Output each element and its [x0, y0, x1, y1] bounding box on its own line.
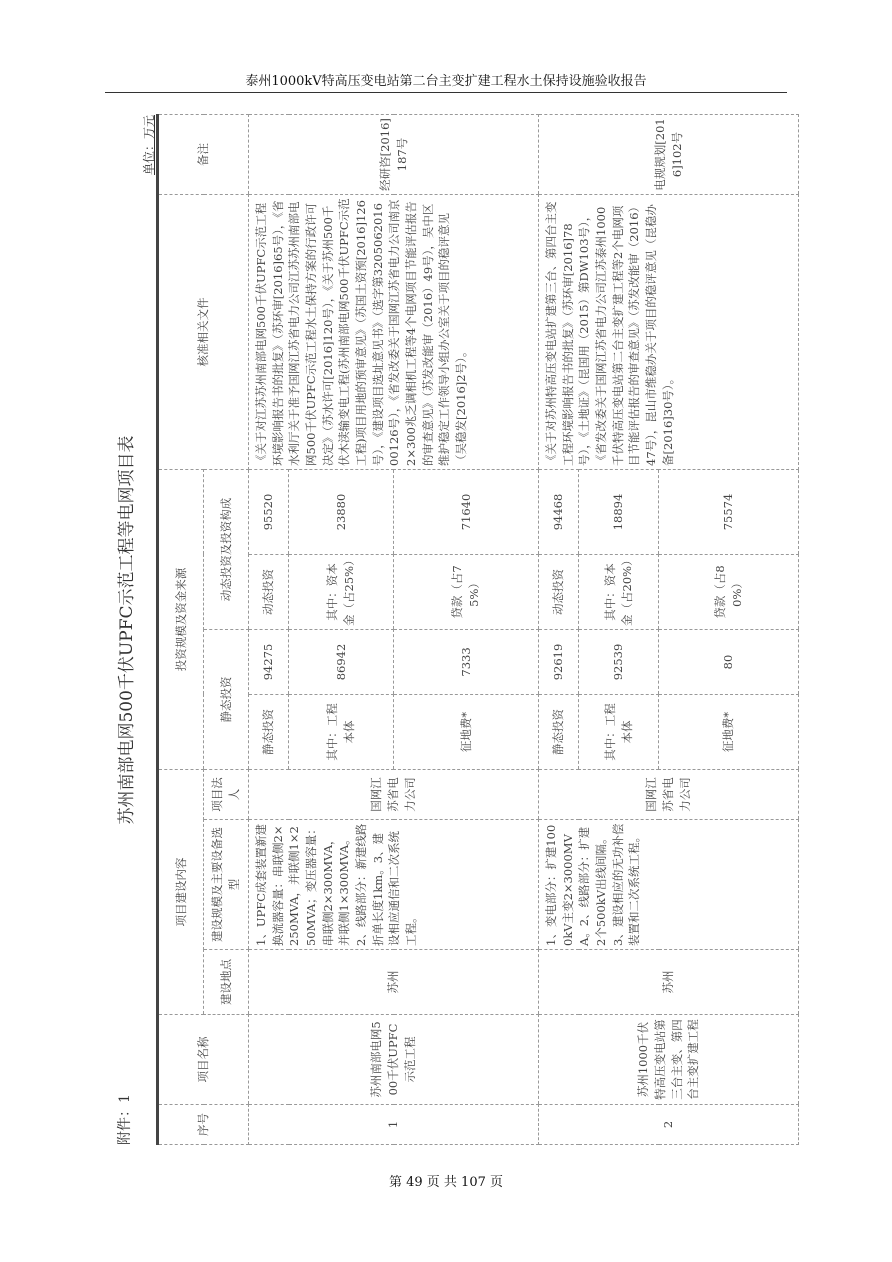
remark-cell: 电规规划[2016]102号: [539, 114, 799, 194]
loan-value: 75574: [659, 469, 799, 554]
unit-label: 单位：万元: [142, 115, 156, 176]
header-row: [158, 114, 204, 1144]
loan-value: 71640: [394, 469, 539, 554]
body-value: 92539: [579, 629, 659, 694]
capital-label: 其中：资本金（占20%）: [579, 554, 659, 629]
name-cell: 苏州南部电网500千伏UPFC示范工程: [249, 1015, 539, 1105]
land-value: 80: [659, 629, 799, 694]
land-label: 征地费*: [659, 694, 799, 769]
static-total: 92619: [539, 629, 579, 694]
header-dynamic: 动态投资及投资构成: [204, 469, 249, 629]
seq-cell: 2: [539, 1105, 799, 1145]
table-row: [539, 114, 579, 1144]
legal-cell: 国网江苏省电力公司: [539, 769, 799, 819]
table-title: 苏州南部电网500千伏UPFC示范工程等电网项目表: [117, 435, 137, 825]
body-label: 其中：工程本体: [289, 694, 394, 769]
loan-label: 贷款（占75%）: [394, 554, 539, 629]
attachment-label: 附件：1: [117, 1094, 133, 1145]
static-total: 94275: [249, 629, 289, 694]
header-content: 项目建设内容: [158, 769, 204, 1014]
dynamic-total: 95520: [249, 469, 289, 554]
scale-cell: 1、变电部分：扩建1000kV主变2×3000MVA。2、线路部分：扩建2个500kV出线间隔。3、建设相应的无功补偿装置和二次系统工程。: [539, 820, 799, 950]
table-row: [249, 114, 289, 1144]
remark-cell: 经研咨[2016]187号: [249, 114, 539, 194]
legal-cell: 国网江苏省电力公司: [249, 769, 539, 819]
land-value: 7333: [394, 629, 539, 694]
header-invest: 投资规模及资金来源: [158, 469, 204, 769]
header-seq: 序号: [158, 1105, 249, 1145]
land-label: 征地费*: [394, 694, 539, 769]
header-scale: 建设规模及主要设备选型: [204, 820, 249, 950]
capital-value: 23880: [289, 469, 394, 554]
dynamic-total: 94468: [539, 469, 579, 554]
static-label: 静态投资: [539, 694, 579, 769]
header-legal: 项目法人: [204, 769, 249, 819]
location-cell: 苏州: [539, 950, 799, 1015]
header-rule: [105, 92, 787, 93]
dynamic-label: 动态投资: [539, 554, 579, 629]
header-docs: 核准相关文件: [158, 194, 249, 469]
project-table: [156, 114, 799, 1145]
header-remark: 备注: [158, 114, 249, 194]
location-cell: 苏州: [249, 950, 539, 1015]
dynamic-label: 动态投资: [249, 554, 289, 629]
capital-label: 其中：资本金（占25%）: [289, 554, 394, 629]
header-name: 项目名称: [158, 1015, 249, 1105]
body-label: 其中：工程本体: [579, 694, 659, 769]
title-row: [110, 115, 140, 1145]
body-value: 86942: [289, 629, 394, 694]
header-location: 建设地点: [204, 950, 249, 1015]
docs-cell: 《关于对江苏苏州南部电网500千伏UPFC示范工程环境影响报告书的批复》（苏环审[2016]65号），《省水利厅关于准予国网江苏省电力公司江苏苏州南部电网500千伏UPFC示范工程水土保持方案的行政许可决定》（苏水许可[2016]120号），《关于苏州500千伏木渎输变电工程(苏州南部电网500千伏UPFC示范工程)项目用地的预审意见》（苏国土资预[2016]126号），《建设项目选址意见书》（选字第320506201600126号），《省发改委关于国网江苏省电力公司南京2×300兆乏调相机工程等4个电网项目节能评估报告的审查意见》（苏发改能审（2016）49号），吴中区维护稳定工作领导小组办公室关于项目的稳评意见（吴稳发[2016]2号）。: [249, 194, 539, 469]
page-footer: 第 49 页 共 107 页: [388, 1175, 504, 1190]
capital-value: 18894: [579, 469, 659, 554]
rotated-table-sheet: [110, 115, 800, 1145]
docs-cell: 《关于对苏州特高压变电站扩建第三台、第四台主变工程环境影响报告书的批复》（苏环审[2016]78号），《土地证》（昆国用（2015）第DW103号），《省发改委关于国网江苏省电力公司江苏泰州1000千伏特高压变电站第二台主变扩建工程等2个电网项目节能评估报告的审查意见》（苏发改能审（2016）47号），昆山市维稳办关于项目的稳评意见（昆稳办备[2016]30号）。: [539, 194, 799, 469]
page-header: 泰州1000kV特高压变电站第二台主变扩建工程水土保持设施验收报告: [245, 74, 647, 89]
loan-label: 贷款（占80%）: [659, 554, 799, 629]
seq-cell: 1: [249, 1105, 539, 1145]
name-cell: 苏州1000千伏特高压变电站第三台主变、第四台主变扩建工程: [539, 1015, 799, 1105]
header-static: 静态投资: [204, 629, 249, 769]
static-label: 静态投资: [249, 694, 289, 769]
scale-cell: 1、UPFC成套装置新建换流器容量：串联侧2×250MVA，并联侧1×250MVA；变压器容量：串联侧2×300MVA，并联侧1×300MVA。2、线路部分：新建线路折单长度1km。3、建设相应通信和二次系统工程。: [249, 820, 539, 950]
